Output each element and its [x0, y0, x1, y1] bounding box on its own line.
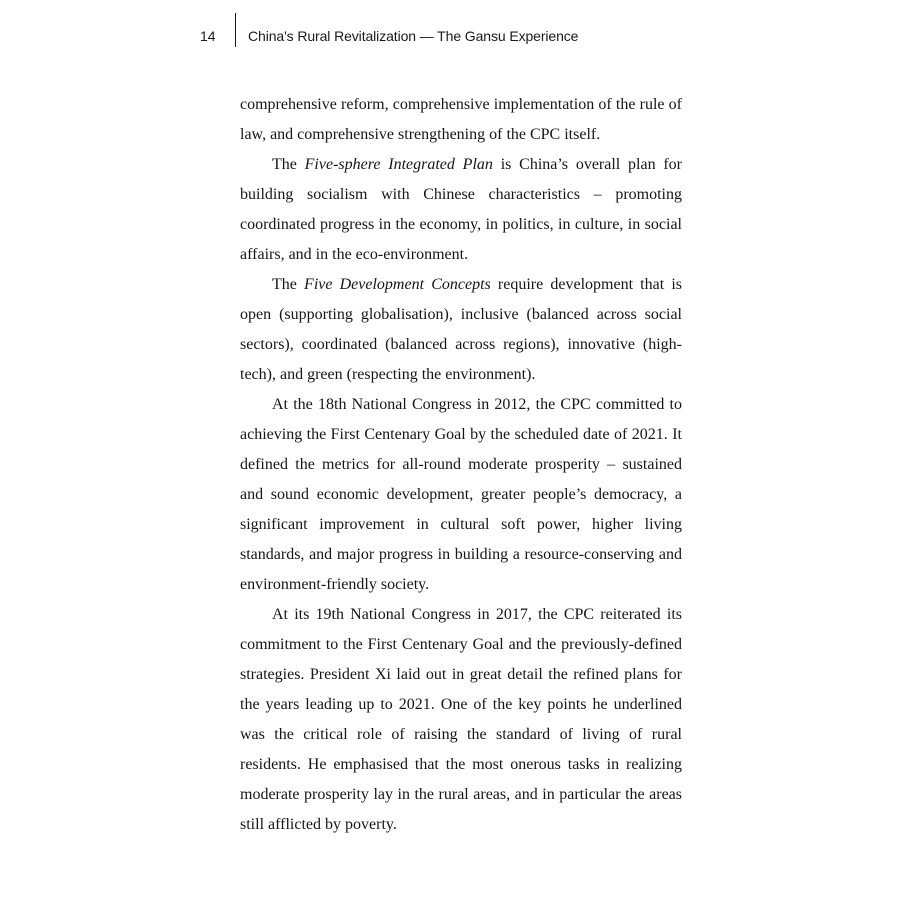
body-text — [240, 90, 682, 840]
header-divider — [235, 13, 236, 47]
paragraph-lead: The — [272, 156, 305, 173]
paragraph-lead: The — [272, 276, 305, 293]
paragraph-19th-congress: At its 19th National Congress in 2017, the CPC reiterated its commitment to the First Centenary Goal and the previously-defined strategies. President Xi laid out in great detail the refined plans for the years leading up to 2021. One of the key points he underlined was the critical role of raising the standard of living of rural residents. He emphasised that the most onerous tasks in realizing moderate prosperity lay in the rural areas, and in particular the areas still afflicted by poverty. — [240, 606, 682, 833]
paragraph-rest: require development that is open (supporting globalisation), inclusive (balanced across social sectors), coordinated (balanced across regions), innovative (high-tech), and green (respecting the environment). — [240, 276, 683, 383]
paragraph-five-sphere-plan — [240, 150, 682, 270]
paragraph-continuation: comprehensive reform, comprehensive implementation of the rule of law, and comprehensive strengthening of the CPC itself. — [240, 96, 682, 143]
paragraph-18th-congress: At the 18th National Congress in 2012, the CPC committed to achieving the First Centenary Goal by the scheduled date of 2021. It defined the metrics for all-round moderate prosperity – sustained and sound economic development, greater people’s democracy, a significant improvement in cultural soft power, higher living standards, and major progress in building a resource-conserving and environment-friendly society. — [240, 396, 682, 593]
paragraph-five-development-concepts — [240, 270, 682, 390]
term-five-sphere-integrated-plan: Five-sphere Integrated Plan — [304, 156, 493, 173]
running-title: China's Rural Revitalization — The Gansu Experience — [248, 28, 579, 44]
term-five-development-concepts: Five Development Concepts — [304, 276, 491, 293]
page-number: 14 — [200, 28, 216, 44]
running-head — [200, 22, 578, 50]
paragraph-rest: is China’s overall plan for building socialism with Chinese characteristics – promoting coordinated progress in the economy, in politics, in culture, in social affairs, and in the eco-environment. — [240, 156, 682, 263]
